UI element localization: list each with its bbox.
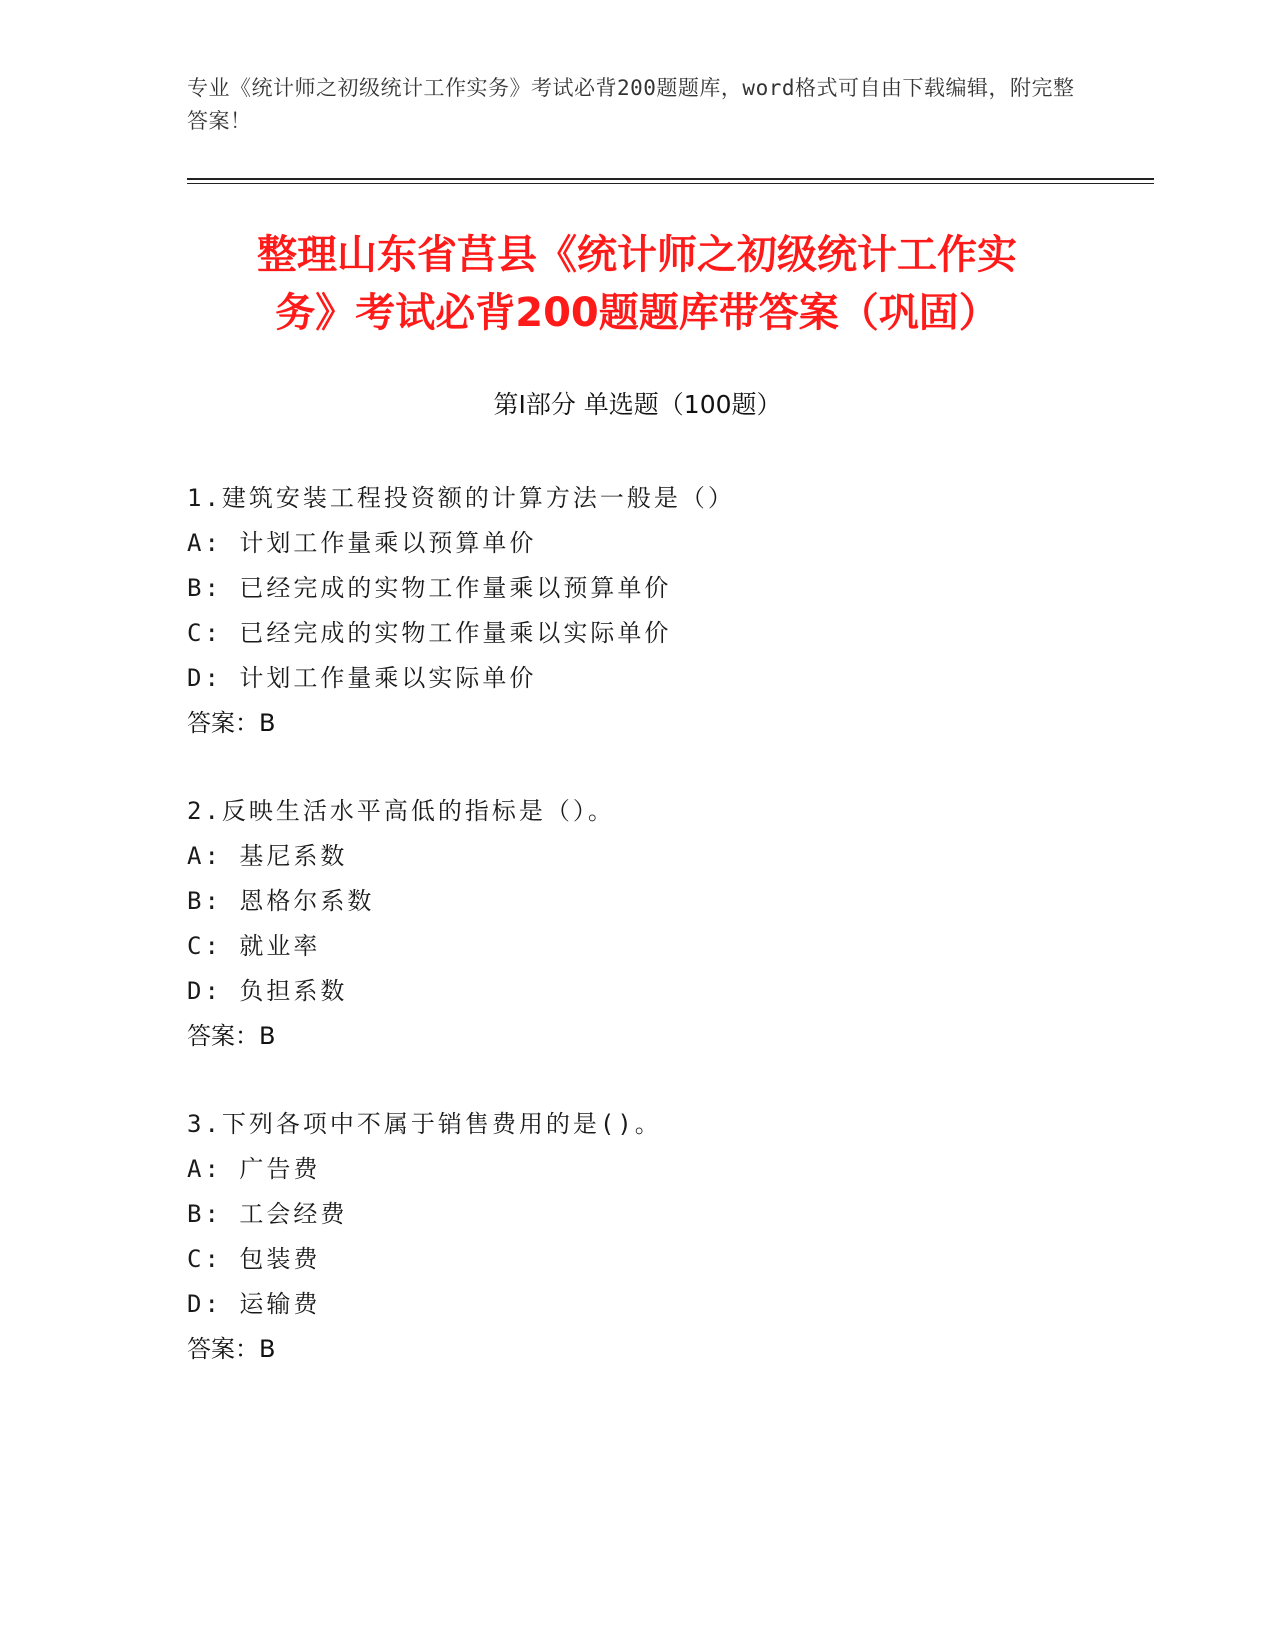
option-c: C: 已经完成的实物工作量乘以实际单价 [187, 619, 672, 647]
header-note: 专业《统计师之初级统计工作实务》考试必背200题题库，word格式可自由下载编辑，附完整答案！ [187, 76, 1075, 133]
question-stem: 1.建筑安装工程投资额的计算方法一般是（） [187, 484, 735, 512]
question-stem: 3.下列各项中不属于销售费用的是()。 [187, 1110, 662, 1138]
answer: 答案：B [187, 1022, 276, 1050]
title-line-1: 整理山东省莒县《统计师之初级统计工作实 [257, 232, 1017, 278]
header-rule-thin [187, 183, 1154, 184]
header-rule-thick [187, 178, 1154, 180]
question-stem: 2.反映生活水平高低的指标是（）。 [187, 797, 615, 825]
option-d: D: 负担系数 [187, 977, 348, 1005]
option-d: D: 运输费 [187, 1290, 321, 1318]
answer: 答案：B [187, 1335, 276, 1363]
option-c: C: 包装费 [187, 1245, 321, 1273]
option-b: B: 已经完成的实物工作量乘以预算单价 [187, 574, 672, 602]
option-c: C: 就业率 [187, 932, 321, 960]
option-a: A: 广告费 [187, 1155, 321, 1183]
option-b: B: 工会经费 [187, 1200, 348, 1228]
question-2 [187, 789, 1147, 1059]
question-1 [187, 476, 1147, 746]
option-a: A: 基尼系数 [187, 842, 348, 870]
option-a: A: 计划工作量乘以预算单价 [187, 529, 537, 557]
option-d: D: 计划工作量乘以实际单价 [187, 664, 537, 692]
section-title: 第Ⅰ部分 单选题（100题） [493, 390, 782, 419]
option-b: B: 恩格尔系数 [187, 887, 375, 915]
title-line-2: 务》考试必背200题题库带答案（巩固） [275, 290, 999, 336]
question-list [187, 476, 1147, 1415]
document-title [187, 226, 1087, 342]
answer: 答案：B [187, 709, 276, 737]
question-3 [187, 1102, 1147, 1372]
